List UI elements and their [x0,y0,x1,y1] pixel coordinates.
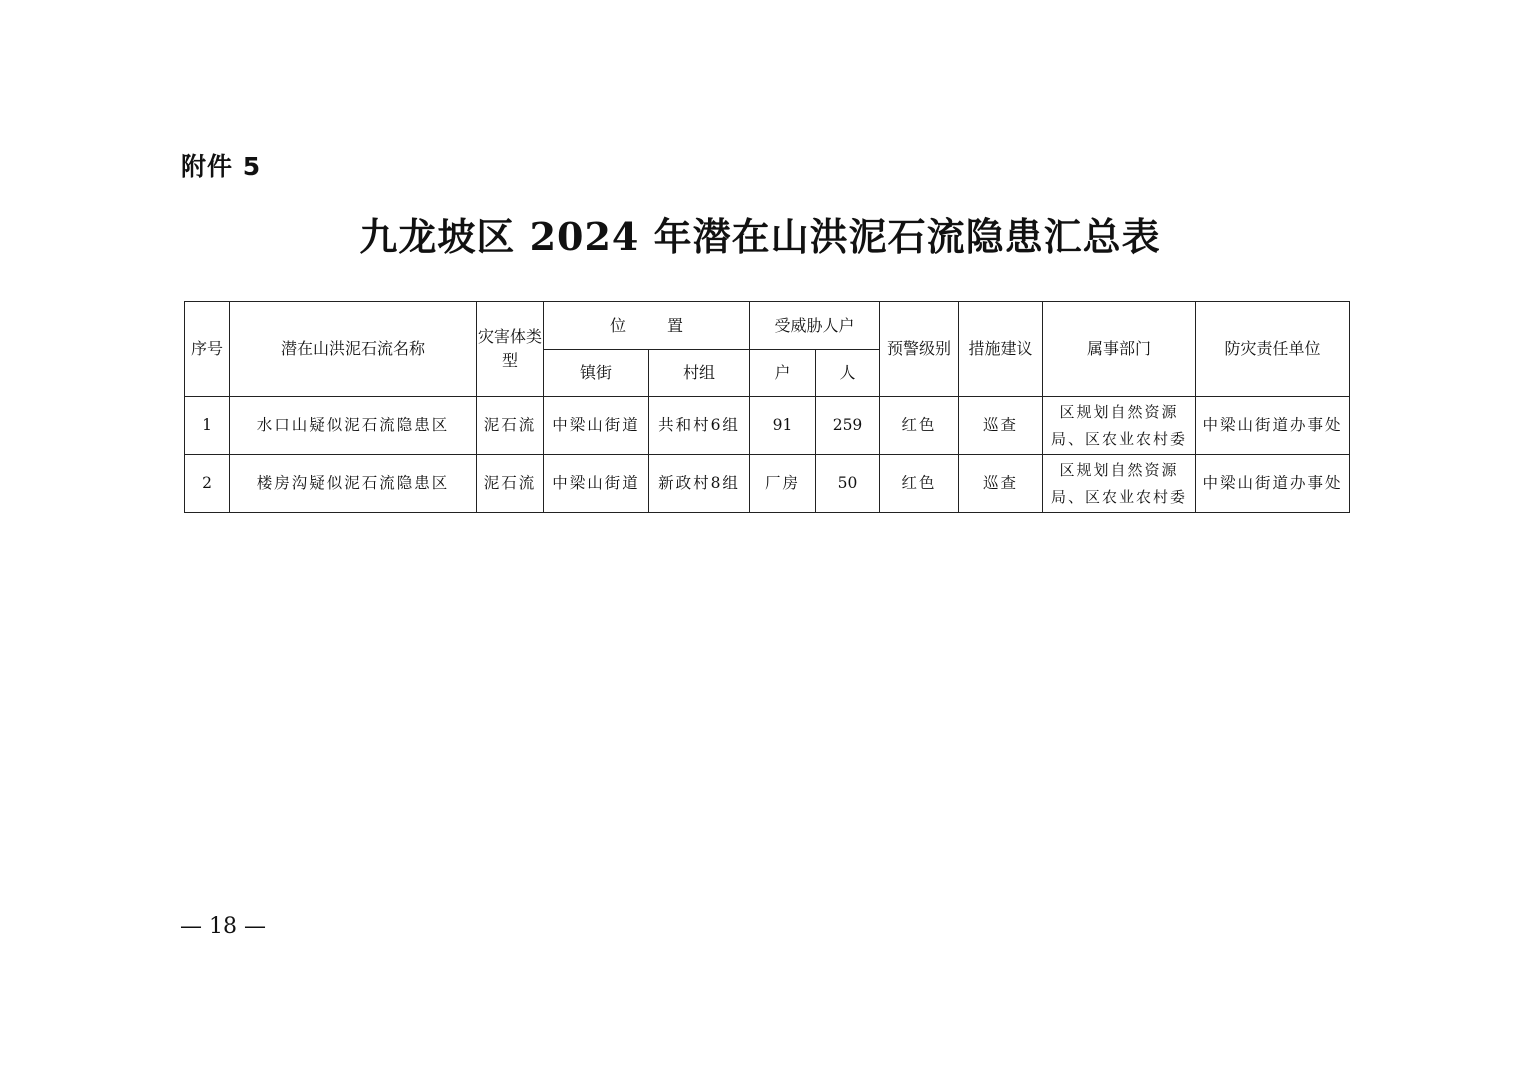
cell-measures: 巡查 [959,397,1043,455]
table-row [185,397,1350,455]
cell-town: 中梁山街道 [544,397,649,455]
attachment-label: 附件 5 [181,152,262,181]
header-index: 序号 [185,302,230,397]
cell-hazard-type: 泥石流 [477,397,544,455]
header-people: 人 [816,350,880,397]
cell-village: 共和村6组 [649,397,750,455]
cell-name: 水口山疑似泥石流隐患区 [230,397,477,455]
header-location-village: 村组 [649,350,750,397]
department-line-2: 局、区农业农村委 [1051,487,1188,506]
cell-village: 新政村8组 [649,455,750,513]
table-row [185,455,1350,513]
cell-people: 50 [816,455,880,513]
cell-households: 厂房 [750,455,816,513]
cell-warning-level: 红色 [880,397,959,455]
header-hazard-type: 灾害体类型 [477,302,544,397]
cell-hazard-type: 泥石流 [477,455,544,513]
header-responsible-unit: 防灾责任单位 [1196,302,1350,397]
cell-responsible-unit: 中梁山街道办事处 [1196,455,1350,513]
cell-measures: 巡查 [959,455,1043,513]
table-header [185,302,1350,397]
department-line-1: 区规划自然资源 [1059,460,1179,479]
cell-warning-level: 红色 [880,455,959,513]
header-warning-level: 预警级别 [880,302,959,397]
cell-department [1043,455,1196,513]
page-number: — 18 — [180,914,266,939]
department-line-2: 局、区农业农村委 [1051,429,1188,448]
header-households: 户 [750,350,816,397]
header-measures: 措施建议 [959,302,1043,397]
header-threatened: 受威胁人户 [750,302,880,350]
hazard-summary-table [184,301,1350,513]
document-title: 九龙坡区 2024 年潜在山洪泥石流隐患汇总表 [359,214,1161,259]
header-location-label: 位 置 [609,315,702,335]
cell-department [1043,397,1196,455]
cell-responsible-unit: 中梁山街道办事处 [1196,397,1350,455]
cell-index: 1 [185,397,230,455]
header-location [544,302,750,350]
header-department: 属事部门 [1043,302,1196,397]
cell-households: 91 [750,397,816,455]
cell-index: 2 [185,455,230,513]
cell-people: 259 [816,397,880,455]
department-line-1: 区规划自然资源 [1059,402,1179,421]
header-name: 潜在山洪泥石流名称 [230,302,477,397]
cell-town: 中梁山街道 [544,455,649,513]
table-body [185,397,1350,513]
cell-name: 楼房沟疑似泥石流隐患区 [230,455,477,513]
header-location-town: 镇街 [544,350,649,397]
